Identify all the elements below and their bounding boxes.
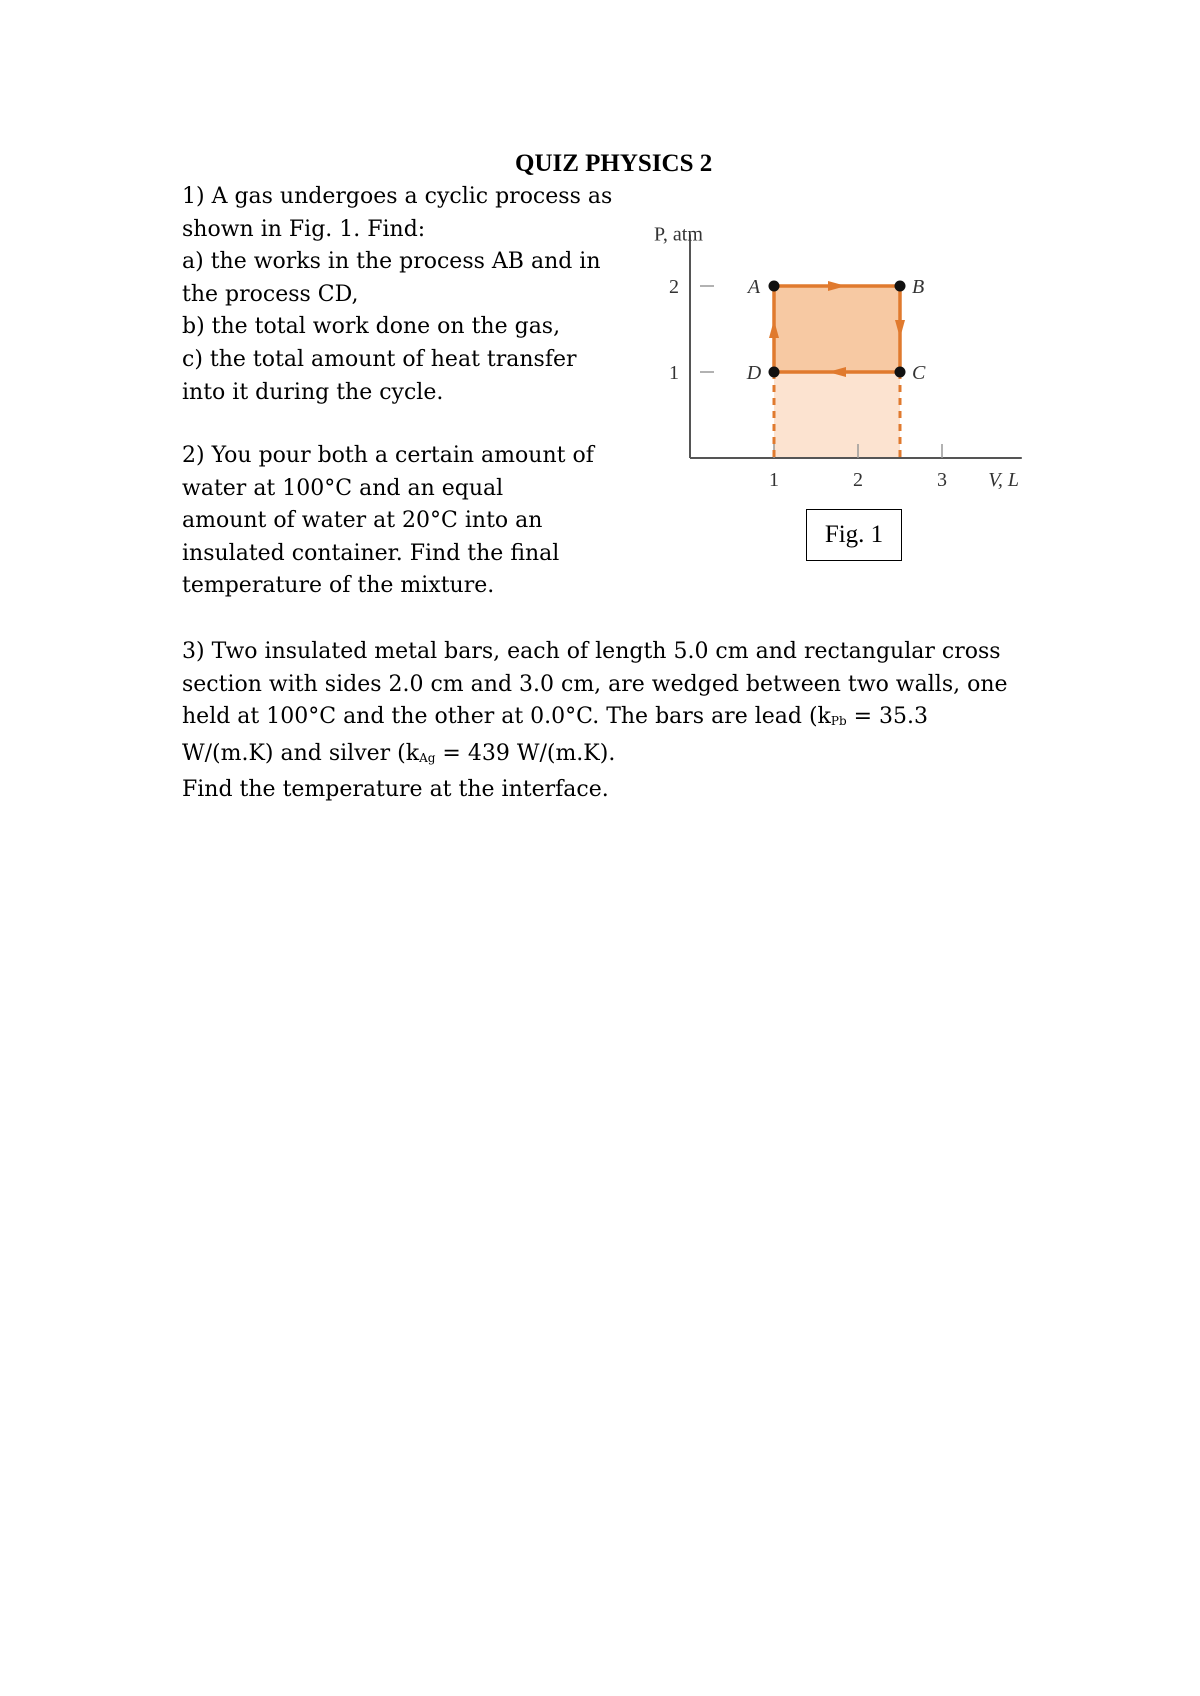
question-3-line <box>182 701 1042 738</box>
question-1-line: shown in Fig. 1. Find: <box>182 216 426 242</box>
question-1-line: the process CD, <box>182 281 359 307</box>
silver-subscript: Ag <box>419 750 436 765</box>
question-2-line: insulated container. Find the final <box>182 540 560 566</box>
y-axis-label: P, atm <box>654 223 703 246</box>
page-title: QUIZ PHYSICS 2 <box>515 150 713 177</box>
question-3-line: section with sides 2.0 cm and 3.0 cm, are wedged between two walls, one <box>182 671 1008 697</box>
state-point-a <box>769 281 780 292</box>
question-3-text: held at 100°C and the other at 0.0°C. The bars are lead (k <box>182 704 831 730</box>
state-point-b <box>895 281 906 292</box>
question-2-line: temperature of the mixture. <box>182 573 495 599</box>
question-3-text: W/(m.K) and silver (k <box>182 740 420 766</box>
question-1 <box>182 181 662 409</box>
question-2-line: amount of water at 20°C into an <box>182 508 543 534</box>
question-1-line: 1) A gas undergoes a cyclic process as <box>182 184 613 209</box>
question-3 <box>182 636 1042 807</box>
cycle-area <box>774 286 900 372</box>
state-label-c: C <box>912 362 926 384</box>
lead-subscript: Pb <box>830 714 847 729</box>
state-label-d: D <box>746 362 762 384</box>
question-3-line <box>182 738 1042 775</box>
x-tick-label: 3 <box>937 469 947 491</box>
figure-caption: Fig. 1 <box>806 509 902 561</box>
state-label-b: B <box>912 276 925 298</box>
state-label-a: A <box>747 276 761 298</box>
y-tick-label: 1 <box>669 362 679 384</box>
x-tick-label: 1 <box>769 469 779 491</box>
question-3-line: 3) Two insulated metal bars, each of length 5.0 cm and rectangular cross <box>182 639 1001 664</box>
pv-diagram <box>640 200 1040 500</box>
state-point-c <box>895 367 906 378</box>
x-tick-label: 2 <box>853 469 863 491</box>
question-2 <box>182 440 652 603</box>
y-tick-label: 2 <box>669 276 679 298</box>
question-2-line: 2) You pour both a certain amount of <box>182 443 594 468</box>
question-2-line: water at 100°C and an equal <box>182 475 504 501</box>
question-3-text: = 439 W/(m.K). <box>435 740 616 766</box>
state-point-d <box>769 367 780 378</box>
question-1-line: a) the works in the process AB and in <box>182 249 601 275</box>
question-1-line: c) the total amount of heat transfer <box>182 346 577 372</box>
question-1-line: into it during the cycle. <box>182 379 444 405</box>
question-1-line: b) the total work done on the gas, <box>182 314 561 340</box>
x-axis-label: V, L <box>988 469 1019 491</box>
question-3-line: Find the temperature at the interface. <box>182 777 609 803</box>
question-3-text: = 35.3 <box>846 704 929 730</box>
work-area-below <box>774 372 900 458</box>
